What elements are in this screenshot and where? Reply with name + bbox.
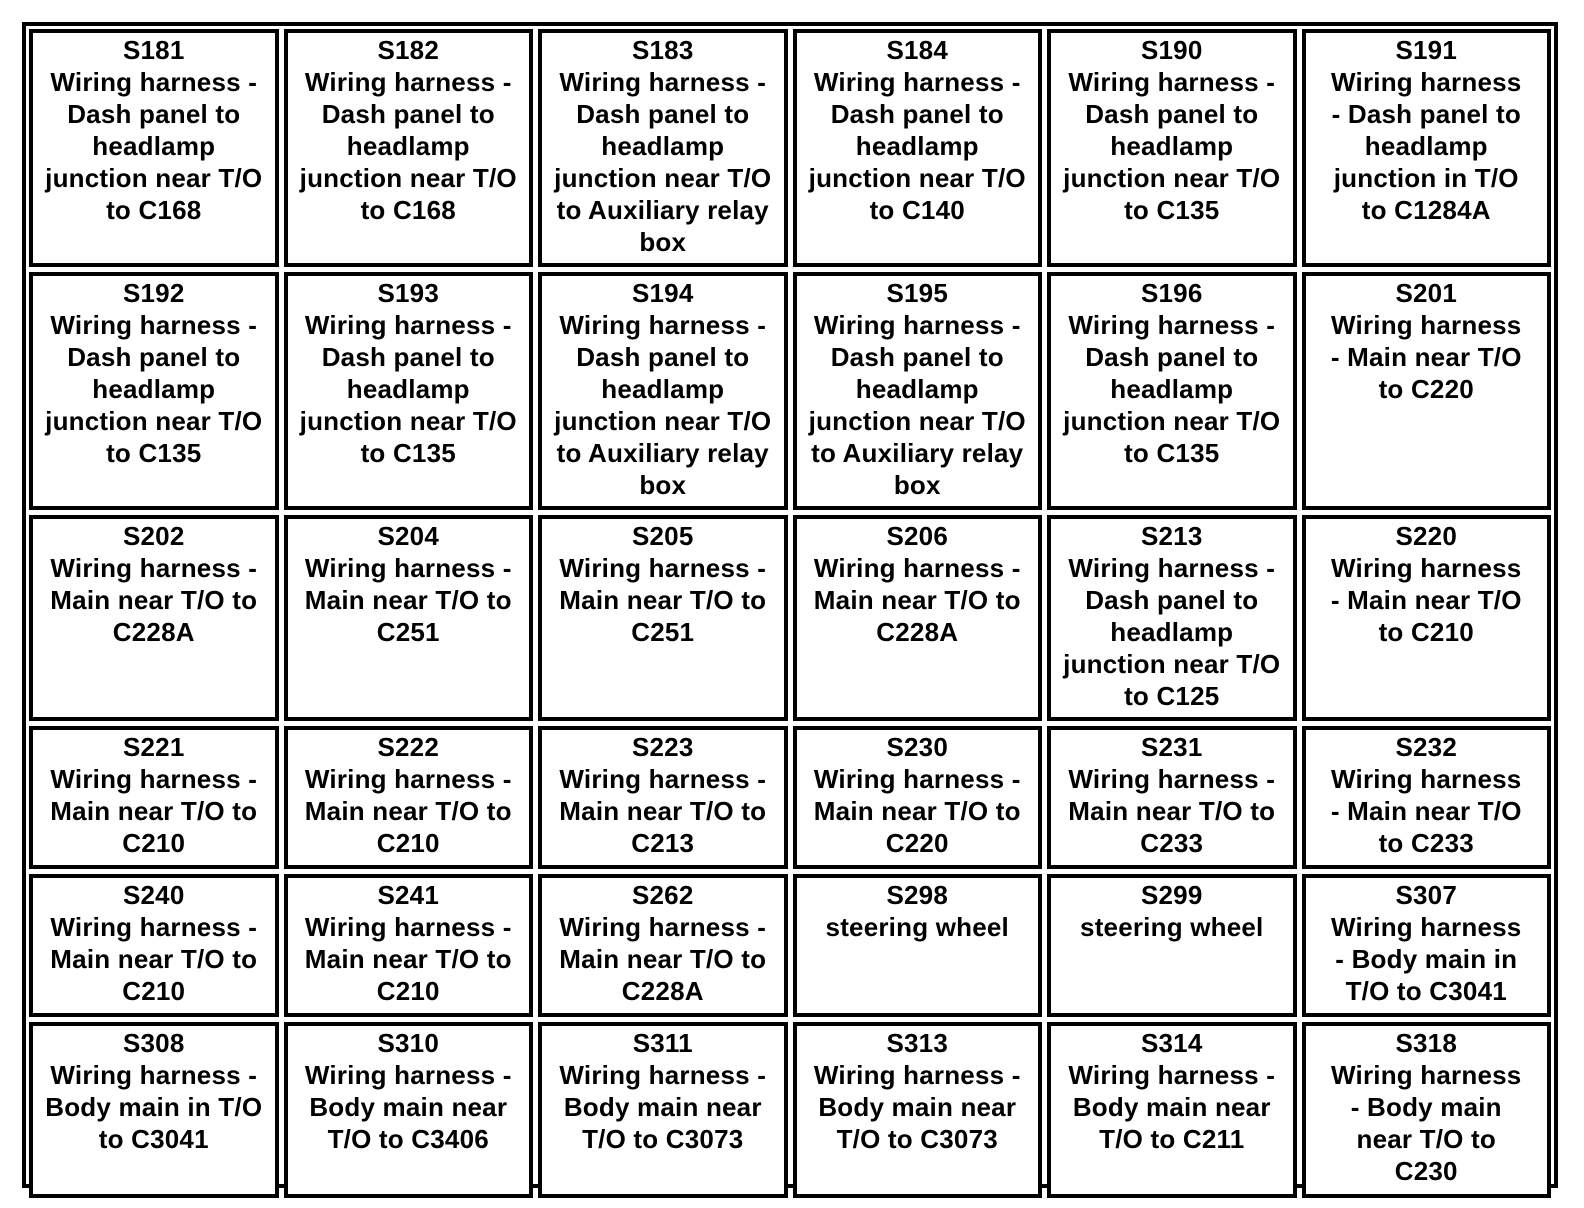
splice-description: Wiring harness - Body main near T/O to C3073 [559,1060,767,1154]
splice-code: S220 [1395,521,1458,551]
splice-code: S314 [1140,1028,1203,1058]
splice-code: S310 [377,1028,440,1058]
splice-code: S223 [631,732,694,762]
splice-cell [29,29,279,267]
splice-code: S230 [886,732,949,762]
splice-cell [1302,515,1552,721]
splice-cell [284,515,534,721]
splice-code: S201 [1395,278,1458,308]
splice-description: Wiring harness - Dash panel to headlamp junction near T/O to C135 [1063,67,1281,225]
splice-description: Wiring harness - Main near T/O to C220 [1330,310,1522,404]
splice-code: S205 [631,521,694,551]
splice-cell [793,726,1043,869]
splice-description: Wiring harness - Main near T/O to C233 [1068,764,1276,858]
splice-description: Wiring harness - Body main near T/O to C3406 [304,1060,512,1154]
splice-description: Wiring harness - Main near T/O to C251 [559,553,767,647]
splice-code: S196 [1140,278,1203,308]
splice-description: Wiring harness - Main near T/O to C213 [559,764,767,858]
splice-description: Wiring harness - Main near T/O to C251 [304,553,512,647]
splice-code: S308 [122,1028,185,1058]
splice-description: Wiring harness - Body main in T/O to C3041 [1331,912,1522,1006]
splice-description: Wiring harness - Main near T/O to C210 [304,764,512,858]
splice-description: Wiring harness - Dash panel to headlamp junction near T/O to C140 [808,67,1026,225]
splice-code: S206 [886,521,949,551]
splice-description: Wiring harness - Dash panel to headlamp junction near T/O to Auxiliary relay box [554,310,772,500]
splice-cell [284,272,534,510]
splice-code: S194 [631,278,694,308]
splice-cell [538,1022,788,1198]
splice-description: Wiring harness - Dash panel to headlamp junction near T/O to C168 [299,67,517,225]
splice-code: S307 [1395,880,1458,910]
splice-cell [284,874,534,1017]
splice-description: Wiring harness - Main near T/O to C233 [1330,764,1522,858]
splice-code: S181 [122,35,185,65]
splice-table [22,22,1558,1188]
splice-code: S318 [1395,1028,1458,1058]
splice-description: Wiring harness - Main near T/O to C210 [50,764,258,858]
splice-description: Wiring harness - Dash panel to headlamp junction near T/O to Auxiliary relay box [808,310,1026,500]
splice-description: steering wheel [825,912,1009,942]
splice-cell [1047,29,1297,267]
splice-cell [1302,1022,1552,1198]
splice-cell [793,29,1043,267]
splice-grid [29,29,1551,1186]
splice-cell [284,726,534,869]
splice-code: S241 [377,880,440,910]
splice-description: Wiring harness - Dash panel to headlamp junction near T/O to C168 [45,67,263,225]
splice-description: Wiring harness - Dash panel to headlamp junction near T/O to C135 [1063,310,1281,468]
splice-code: S298 [886,880,949,910]
splice-code: S232 [1395,732,1458,762]
splice-cell [793,515,1043,721]
splice-cell [538,874,788,1017]
splice-code: S299 [1140,880,1203,910]
splice-code: S202 [122,521,185,551]
splice-cell [1047,272,1297,510]
splice-description: Wiring harness - Main near T/O to C228A [559,912,767,1006]
splice-code: S192 [122,278,185,308]
splice-description: Wiring harness - Dash panel to headlamp junction in T/O to C1284A [1331,67,1522,225]
splice-code: S184 [886,35,949,65]
splice-cell [1302,29,1552,267]
splice-description: Wiring harness - Body main near T/O to C230 [1331,1060,1522,1186]
splice-description: Wiring harness - Main near T/O to C210 [304,912,512,1006]
splice-description: Wiring harness - Main near T/O to C228A [50,553,258,647]
splice-cell [1302,726,1552,869]
splice-code: S222 [377,732,440,762]
splice-description: Wiring harness - Main near T/O to C220 [813,764,1021,858]
splice-code: S313 [886,1028,949,1058]
splice-description: Wiring harness - Body main near T/O to C3073 [813,1060,1021,1154]
splice-cell [1302,272,1552,510]
splice-cell [793,1022,1043,1198]
splice-description: Wiring harness - Dash panel to headlamp junction near T/O to C135 [45,310,263,468]
splice-description: Wiring harness - Dash panel to headlamp junction near T/O to Auxiliary relay box [554,67,772,257]
splice-code: S204 [377,521,440,551]
splice-code: S182 [377,35,440,65]
splice-cell [284,1022,534,1198]
splice-description: Wiring harness - Body main in T/O to C3041 [45,1060,263,1154]
splice-cell [1047,1022,1297,1198]
splice-cell [1302,874,1552,1017]
splice-code: S191 [1395,35,1458,65]
splice-description: Wiring harness - Dash panel to headlamp junction near T/O to C135 [299,310,517,468]
splice-description: Wiring harness - Main near T/O to C228A [813,553,1021,647]
splice-description: Wiring harness - Body main near T/O to C211 [1068,1060,1276,1154]
splice-cell [538,29,788,267]
splice-code: S240 [122,880,185,910]
splice-code: S311 [632,1028,693,1058]
splice-code: S221 [122,732,185,762]
splice-code: S231 [1140,732,1203,762]
splice-cell [538,726,788,869]
splice-cell [1047,515,1297,721]
splice-cell [793,272,1043,510]
splice-cell [538,515,788,721]
splice-code: S262 [631,880,694,910]
splice-cell [29,272,279,510]
splice-code: S195 [886,278,949,308]
splice-cell [29,515,279,721]
splice-cell [1047,726,1297,869]
splice-cell [29,874,279,1017]
splice-code: S190 [1140,35,1203,65]
splice-description: Wiring harness - Main near T/O to C210 [1330,553,1522,647]
splice-code: S193 [377,278,440,308]
splice-cell [538,272,788,510]
splice-cell [29,726,279,869]
splice-description: Wiring harness - Main near T/O to C210 [50,912,258,1006]
splice-code: S183 [631,35,694,65]
splice-cell [1047,874,1297,1017]
splice-description: steering wheel [1080,912,1264,942]
splice-cell [284,29,534,267]
splice-cell [793,874,1043,1017]
splice-description: Wiring harness - Dash panel to headlamp junction near T/O to C125 [1063,553,1281,711]
splice-code: S213 [1140,521,1203,551]
splice-cell [29,1022,279,1198]
